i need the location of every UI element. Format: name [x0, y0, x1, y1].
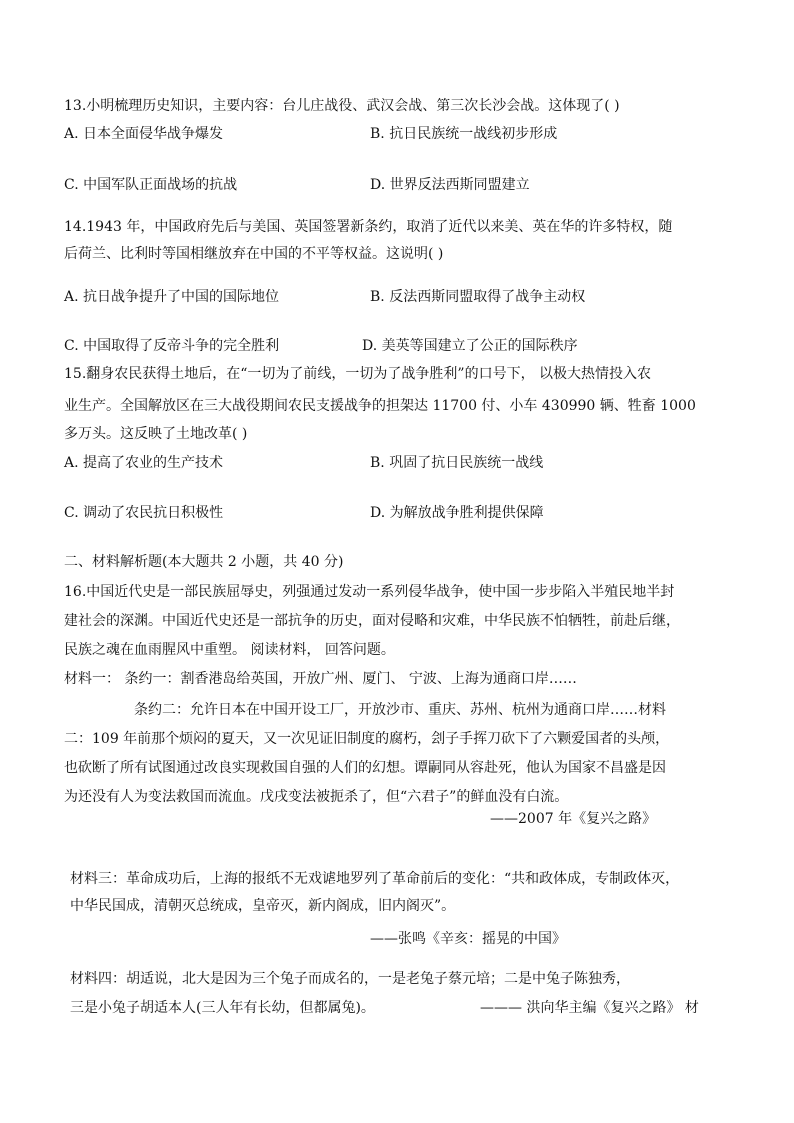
material2-line1: 二：109 年前那个烦闷的夏天，又一次见证旧制度的腐朽，刽子手挥刀砍下了六颗爱国者的头颅， — [64, 731, 670, 747]
q14-option-d: D. 美英等国建立了公正的国际秩序 — [362, 338, 578, 354]
material2-line3: 为还没有人为变法救国而流血。戊戌变法被扼杀了，但“六君子”的鲜血没有白流。 — [64, 789, 569, 805]
q14-stem-line1: 14.1943 年，中国政府先后与美国、英国签署新条约，取消了近代以来美、英在华的许多特权，随 — [64, 219, 673, 235]
q14-stem-line2: 后荷兰、比利时等国相继放弃在中国的不平等权益。这说明( ) — [64, 246, 444, 262]
q13-option-c: C. 中国军队正面战场的抗战 — [64, 177, 238, 193]
q15-stem-line2: 业生产。全国解放区在三大战役期间农民支援战争的担架达 11700 付、小车 430990 辆、牲畜 1000 — [64, 398, 696, 414]
q16-intro-line1: 16.中国近代史是一部民族屈辱史，列强通过发动一系列侵华战争，使中国一步步陷入半殖民地半封 — [64, 584, 675, 600]
material1-line1: 材料一： 条约一：割香港岛给英国，开放广州、厦门、 宁波、上海为通商口岸…… — [64, 671, 577, 687]
material3-source: ——张鸣《辛亥：摇晃的中国》 — [370, 931, 566, 947]
q13-option-d: D. 世界反法西斯同盟建立 — [370, 177, 530, 193]
q14-option-b: B. 反法西斯同盟取得了战争主动权 — [370, 289, 586, 305]
q13-stem: 13.小明梳理历史知识，主要内容：台儿庄战役、武汉会战、第三次长沙会战。这体现了( ) — [64, 98, 620, 114]
material2-source: ——2007 年《复兴之路》 — [490, 811, 657, 827]
material4-line2: 三是小兔子胡适本人(三人年有长幼，但都属兔)。 — [70, 1000, 375, 1016]
material1-line2: 条约二：允许日本在中国开设工厂，开放沙市、重庆、苏州、杭州为通商口岸……材料 — [134, 702, 666, 718]
q13-option-b: B. 抗日民族统一战线初步形成 — [370, 126, 558, 142]
q15-option-c: C. 调动了农民抗日积极性 — [64, 505, 224, 521]
material4-line1: 材料四：胡适说，北大是因为三个兔子而成名的，一是老兔子蔡元培；二是中兔子陈独秀， — [70, 971, 630, 987]
q16-intro-line3: 民族之魂在血雨腥风中重塑。 阅读材料， 回答问题。 — [64, 642, 395, 658]
material3-line2: 中华民国成，清朝灭总统成，皇帝灭，新内阁成，旧内阁灭”。 — [70, 898, 456, 914]
material3-line1: 材料三：革命成功后，上海的报纸不无戏谑地罗列了革命前后的变化：“共和政体成，专制政体灭， — [70, 871, 680, 887]
q14-option-c: C. 中国取得了反帝斗争的完全胜利 — [64, 338, 280, 354]
section-heading: 二、材料解析题(本大题共 2 小题，共 40 分) — [64, 554, 344, 570]
q15-option-d: D. 为解放战争胜利提供保障 — [370, 505, 544, 521]
q15-stem-line1: 15.翻身农民获得土地后，在“一切为了前线，一切为了战争胜利”的口号下， 以极大热情投入农 — [64, 366, 652, 382]
q14-option-a: A. 抗日战争提升了中国的国际地位 — [64, 289, 280, 305]
q15-stem-line3: 多万头。这反映了土地改革( ) — [64, 426, 248, 442]
material2-line2: 也砍断了所有试图通过改良实现救国自强的人们的幻想。谭嗣同从容赴死，他认为国家不昌盛是因 — [64, 760, 666, 776]
material4-source: ——— 洪向华主编《复兴之路》 材 — [480, 1000, 699, 1016]
q16-intro-line2: 建社会的深渊。中国近代史还是一部抗争的历史，面对侵略和灾难，中华民族不怕牺牲，前赴后继， — [64, 613, 680, 629]
q15-option-b: B. 巩固了抗日民族统一战线 — [370, 455, 544, 471]
q15-option-a: A. 提高了农业的生产技术 — [64, 455, 224, 471]
q13-option-a: A. 日本全面侵华战争爆发 — [64, 126, 224, 142]
